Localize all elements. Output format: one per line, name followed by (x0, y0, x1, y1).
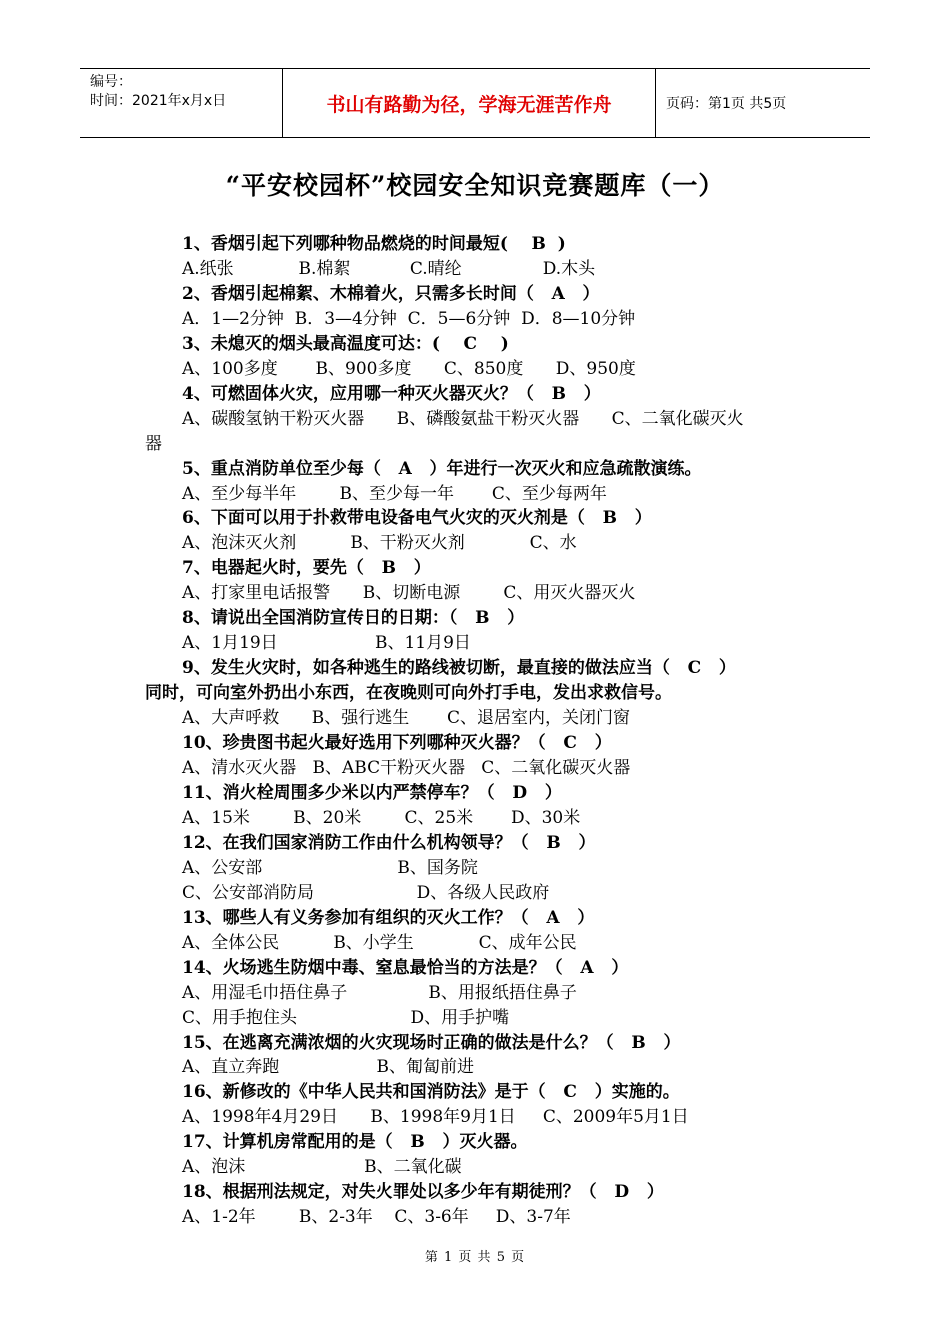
answer-options: A、公安部 B、国务院 (182, 857, 478, 878)
answer-options: A、碳酸氢钠干粉灭火器 B、磷酸氨盐干粉灭火器 C、二氧化碳灭火 (182, 408, 744, 429)
answer-options: A、1月19日 B、11月9日 (182, 633, 471, 654)
document-title: “平安校园杯”校园安全知识竞赛题库（一） (225, 171, 725, 200)
answer-options: C、用手抱住头 D、用手护嘴 (182, 1007, 510, 1028)
page-header (80, 68, 870, 138)
question-text: 17、计算机房常配用的是（ B ）灭火器。 (182, 1132, 528, 1153)
doc-time-label: 时间：2021年x月x日 (90, 93, 227, 109)
answer-options: A、直立奔跑 B、匍匐前进 (182, 1057, 475, 1078)
question-text: 8、请说出全国消防宣传日的日期：（ B ） (182, 608, 525, 629)
question-text: 6、下面可以用于扑救带电设备电气火灾的灭火剂是（ B ） (182, 508, 652, 529)
doc-number-label: 编号： (90, 74, 132, 90)
answer-options: A、1998年4月29日 B、1998年9月1日 C、2009年5月1日 (182, 1107, 689, 1128)
question-text: 9、发生火灾时，如各种逃生的路线被切断，最直接的做法应当（ C ） (182, 658, 736, 679)
answer-options: A、100多度 B、900多度 C、850度 D、950度 (182, 358, 636, 379)
answer-options-continuation: 器 (145, 433, 162, 454)
page-footer: 第 1 页 共 5 页 (424, 1250, 526, 1265)
question-text: 5、重点消防单位至少每（ A ）年进行一次灭火和应急疏散演练。 (182, 458, 702, 479)
answer-options: A.纸张 B.棉絮 C.晴纶 D.木头 (182, 258, 596, 279)
answer-options: A．1—2分钟 B．3—4分钟 C．5—6分钟 D．8—10分钟 (182, 308, 636, 329)
answer-options: A、至少每半年 B、至少每一年 C、至少每两年 (182, 483, 607, 504)
question-text: 16、新修改的《中华人民共和国消防法》是于（ C ）实施的。 (182, 1082, 680, 1103)
question-text: 18、根据刑法规定，对失火罪处以多少年有期徒刑？（ D ） (182, 1182, 664, 1203)
question-text: 4、可燃固体火灾，应用哪一种灭火器灭火？（ B ） (182, 383, 601, 404)
header-motto: 书山有路勤为径，学海无涯苦作舟 (283, 69, 656, 137)
question-text: 13、哪些人有义务参加有组织的灭火工作？（ A ） (182, 907, 595, 928)
answer-options: A、用湿毛巾捂住鼻子 B、用报纸捂住鼻子 (182, 982, 577, 1003)
question-text: 10、珍贵图书起火最好选用下列哪种灭火器？（ C ） (182, 733, 612, 754)
answer-options: A、大声呼救 B、强行逃生 C、退居室内，关闭门窗 (182, 708, 631, 729)
question-text: 12、在我们国家消防工作由什么机构领导？（ B ） (182, 832, 596, 853)
header-page-info: 页码：第1页 共5页 (666, 96, 787, 112)
question-text: 15、在逃离充满浓烟的火灾现场时正确的做法是什么？（ B ） (182, 1032, 681, 1053)
question-continuation: 同时，可向室外扔出小东西，在夜晚则可向外打手电，发出求救信号。 (145, 683, 672, 704)
answer-options: A、泡沫灭火剂 B、干粉灭火剂 C、水 (182, 533, 577, 554)
question-text: 14、火场逃生防烟中毒、窒息最恰当的方法是？（ A ） (182, 957, 629, 978)
question-list (145, 232, 815, 1230)
answer-options: A、清水灭火器 B、ABC干粉灭火器 C、二氧化碳灭火器 (182, 758, 631, 779)
header-meta (80, 69, 283, 137)
question-text: 11、消火栓周围多少米以内严禁停车？（ D ） (182, 782, 562, 803)
question-text: 3、未熄灭的烟头最高温度可达：( C ) (182, 333, 509, 354)
answer-options: A、全体公民 B、小学生 C、成年公民 (182, 932, 577, 953)
answer-options: A、1-2年 B、2-3年 C、3-6年 D、3-7年 (182, 1207, 571, 1228)
answer-options: A、打家里电话报警 B、切断电源 C、用灭火器灭火 (182, 583, 636, 604)
answer-options: C、公安部消防局 D、各级人民政府 (182, 882, 550, 903)
question-text: 7、电器起火时，要先（ B ） (182, 558, 431, 579)
answer-options: A、泡沫 B、二氧化碳 (182, 1157, 462, 1178)
question-text: 2、香烟引起棉絮、木棉着火，只需多长时间（ A ） (182, 283, 600, 304)
question-text: 1、香烟引起下列哪种物品燃烧的时间最短( B ) (182, 234, 566, 254)
answer-options: A、15米 B、20米 C、25米 D、30米 (182, 807, 581, 828)
